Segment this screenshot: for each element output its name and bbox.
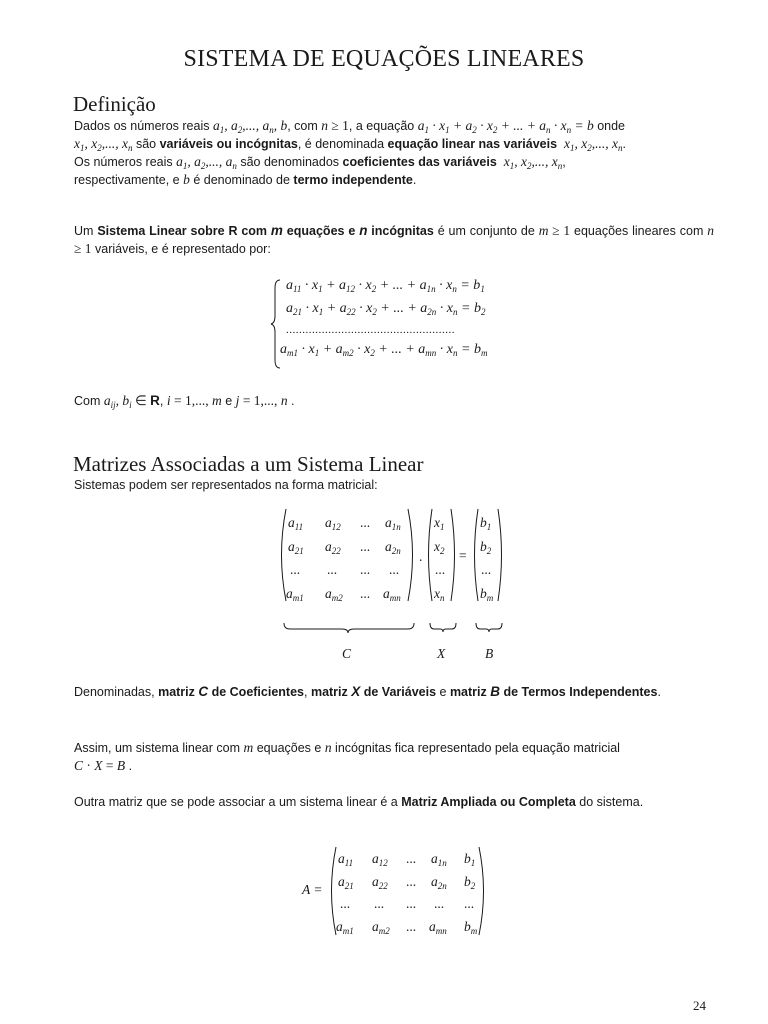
math-expr: ≥ 1 (548, 223, 571, 238)
equation-row: $a_{11} \cdot x_1 + a_{12} \cdot x_2$ + ... + $a_{1n} \cdot x_n = b_1$ (286, 278, 485, 294)
bold-term: incógnitas (367, 224, 434, 238)
text: , com (287, 119, 322, 133)
matrix-equation (270, 505, 520, 665)
matrix-entry: $a_{21}$ (338, 874, 354, 891)
matrix-entry: $b_1$ (464, 851, 476, 868)
matrix-entry: $b_2$ (480, 539, 492, 556)
augmented-matrix-paragraph (74, 793, 714, 811)
matrix-entry: $a_{2n}$ (431, 874, 447, 891)
matrix-entry: $a_{m1}$ (336, 919, 354, 936)
matrix-entry: ... (406, 919, 417, 934)
text: Dados os números reais (74, 119, 213, 133)
linear-system-paragraph (74, 222, 714, 258)
text: do sistema. (575, 795, 644, 809)
text: , a equação (348, 119, 418, 133)
math-expr: = (102, 758, 117, 773)
matrix-entry: ... (406, 896, 417, 911)
math-expr: X (351, 684, 361, 699)
bold-term: de Coeficientes (208, 685, 304, 699)
math-expr: n (324, 740, 332, 755)
text: Assim, um sistema linear com (74, 741, 244, 755)
math-expr: m (270, 223, 283, 238)
brace-label-b: B (485, 646, 494, 661)
math-expr: i (166, 393, 171, 408)
bold-term: de Variáveis (360, 685, 437, 699)
math-expr: n (321, 118, 328, 133)
left-brace (270, 278, 282, 370)
bold-term: equação linear nas variáveis (387, 137, 558, 151)
math-expr: B (490, 684, 500, 699)
matrix-entry: $a_{m2}$ (325, 586, 343, 603)
augmented-matrix-label: A = (302, 882, 323, 897)
section-heading-definicao: Definição (73, 92, 156, 116)
index-paragraph: Com $a_{ij}$, $b_i$ ∈ R, i = 1,..., m e j = 1,..., n . (74, 393, 295, 410)
definition-paragraph: Dados os números reais $a_1$, $a_2$,..., $a_n$, b, com n ≥ 1, a equação $a_1 \cdot x_1 + a_2 \cdot x_2$ + ... + $a_n \cdot x_n = b$ onde $x_1$, $x_2$,..., $x_n$ são variáveis ou incógnitas, é denominada equação linear nas variáveis $x_1$, $x_2$,..., $x_n$. Os números reais $a_1$, $a_2$,..., $a_n$ são denominados coeficientes das variáveis $x_1$, $x_2$,..., $x_n$, respectivamente, e b é denominado de termo independente. (74, 118, 626, 187)
text: e (221, 394, 236, 408)
bracket-right (408, 509, 413, 601)
brace-label-x: X (437, 646, 446, 661)
math-expr: n (280, 393, 288, 408)
text: , é denominada (297, 137, 388, 151)
text: equações lineares com (570, 224, 708, 238)
matrix-form-intro: Sistemas podem ser representados na forma matricial: (74, 478, 378, 492)
text: Um (74, 224, 98, 238)
matrix-entry: $b_2$ (464, 874, 476, 891)
matrix-entry: $a_{12}$ (325, 515, 341, 532)
text: incógnitas fica representado pela equação matricial (331, 741, 620, 755)
math-expr: m (538, 223, 549, 238)
matrix-entry: $b_1$ (480, 515, 492, 532)
text: Denominadas, (74, 685, 159, 699)
math-expr: B (116, 758, 126, 773)
text: Os números reais (74, 155, 177, 169)
underbrace-b (476, 623, 502, 632)
math-expr: X (94, 758, 103, 773)
math-expr: = 1,..., (170, 393, 213, 408)
matrix-entry: $a_{1n}$ (431, 851, 447, 868)
bracket-left (475, 509, 479, 601)
matrix-entry: ... (389, 562, 400, 577)
text: e (436, 685, 450, 699)
bracket-right (479, 847, 484, 935)
math-expr: $a_1$, $a_2$,..., $a_n$, b (212, 118, 288, 135)
math-expr: m (243, 740, 254, 755)
text: , (159, 394, 167, 408)
text: respectivamente, e (74, 173, 184, 187)
text: equações e (253, 741, 325, 755)
equals-sign: = (459, 548, 467, 563)
page-title: SISTEMA DE EQUAÇÕES LINEARES (183, 46, 585, 72)
text: Outra matriz que se pode associar a um sistema linear é a (74, 795, 402, 809)
text: é denominado de (189, 173, 294, 187)
matrix-entry: $b_m$ (480, 586, 494, 603)
math-expr: $x_1$, $x_2$,..., $x_n$ (564, 136, 623, 153)
matrix-entry: $a_{21}$ (288, 539, 304, 556)
matrix-entry: ... (360, 586, 371, 601)
matrix-entry: $a_{m2}$ (372, 919, 390, 936)
math-expr: ∈ R (131, 393, 160, 408)
bold-term: matriz (158, 685, 199, 699)
matrix-entry: ... (340, 896, 351, 911)
bold-term: termo independente (293, 173, 413, 187)
text: variáveis, e é representado por: (91, 242, 271, 256)
bold-term: coeficientes das variáveis (342, 155, 497, 169)
text: é um conjunto de (433, 224, 539, 238)
text: Com (74, 394, 104, 408)
bold-term: de Termos Independentes (499, 685, 658, 699)
bold-term: matriz (310, 685, 352, 699)
bold-term: Matriz Ampliada ou Completa (401, 795, 576, 809)
page-number: 24 (693, 998, 706, 1013)
math-expr: j (235, 393, 240, 408)
matrix-entry: ... (406, 874, 417, 889)
matrix-entry: $a_{22}$ (372, 874, 388, 891)
matrix-entry: ... (434, 896, 445, 911)
matrix-entry: ... (464, 896, 475, 911)
underbrace-c (284, 623, 414, 633)
text: onde (593, 119, 625, 133)
matrix-entry: ... (290, 562, 301, 577)
equation-row: $a_{21} \cdot x_1 + a_{22} \cdot x_2$ + ... + $a_{2n} \cdot x_n = b_2$ (286, 301, 486, 317)
matrix-entry: $x_2$ (434, 539, 445, 556)
matrix-entry: $b_m$ (464, 919, 478, 936)
text: , (304, 685, 311, 699)
math-expr: · (83, 758, 95, 773)
math-expr: ≥ 1 (74, 241, 92, 256)
matrix-entry: ... (435, 562, 446, 577)
matrix-entry: $x_n$ (434, 586, 445, 603)
math-expr: b (183, 172, 190, 187)
matrix-entry: $a_{12}$ (372, 851, 388, 868)
math-expr: C (198, 684, 209, 699)
brace-label-c: C (342, 646, 352, 661)
equation-row-ellipsis: .................................................... (286, 324, 455, 336)
text: . (412, 173, 417, 187)
math-expr: $a_{ij}$, $b_i$ (103, 393, 132, 410)
bold-term: Sistema Linear sobre R com (97, 224, 271, 238)
matrix-entry: ... (481, 562, 492, 577)
matrix-entry: $a_{11}$ (338, 851, 354, 868)
matrix-entry: ... (374, 896, 385, 911)
matrix-entry: ... (360, 539, 371, 554)
math-expr: C (74, 758, 84, 773)
text: são denominados (236, 155, 343, 169)
multiply-dot: . (419, 549, 423, 564)
matrix-entry: $a_{mn}$ (429, 919, 447, 936)
matrix-entry: $a_{2n}$ (385, 539, 401, 556)
bracket-right (498, 509, 502, 601)
matrix-entry: $a_{mn}$ (383, 586, 401, 603)
matrix-entry: $a_{m1}$ (286, 586, 304, 603)
math-expr: $x_1$, $x_2$,..., $x_n$ (503, 154, 563, 171)
math-expr: ≥ 1 (328, 118, 349, 133)
bold-term: variáveis ou incógnitas (159, 137, 298, 151)
linear-system-equations (272, 278, 487, 365)
math-expr: $a_1$, $a_2$,..., $a_n$ (176, 154, 237, 171)
bold-term: matriz (449, 685, 491, 699)
matrices-naming-paragraph (74, 683, 714, 701)
section-heading-matrizes: Matrizes Associadas a um Sistema Linear (73, 452, 424, 476)
matrix-entry: ... (360, 515, 371, 530)
math-expr: m (212, 393, 222, 408)
math-expr: $a_1 \cdot x_1 + a_2 \cdot x_2$ + ... + $a_n \cdot x_n = b$ (417, 118, 594, 135)
math-expr: $x_1$, $x_2$,..., $x_n$ (74, 136, 133, 153)
matrix-entry: $x_1$ (434, 515, 445, 532)
bracket-right (451, 509, 455, 601)
matrix-entry: ... (360, 562, 371, 577)
matrix-entry: $a_{11}$ (288, 515, 304, 532)
math-expr: n (707, 223, 714, 238)
bracket-left (429, 509, 433, 601)
matrix-entry: ... (406, 851, 417, 866)
matrix-entry: ... (327, 562, 338, 577)
matrix-entry: $a_{1n}$ (385, 515, 401, 532)
matrix-entry: $a_{22}$ (325, 539, 341, 556)
text: . (657, 685, 661, 699)
bold-term: equações e (282, 224, 360, 238)
text: são (132, 137, 160, 151)
math-expr: = 1,..., (239, 393, 281, 408)
underbrace-x (430, 623, 456, 632)
matrix-equation-paragraph: Assim, um sistema linear com m equações e n incógnitas fica representado pela equação matricial C · X = B . (74, 740, 620, 773)
equation-row: $a_{m1} \cdot x_1 + a_{m2} \cdot x_2$ + ... + $a_{mn} \cdot x_n = b_m$ (280, 342, 488, 358)
math-expr: n (359, 223, 368, 238)
augmented-matrix (326, 845, 491, 940)
